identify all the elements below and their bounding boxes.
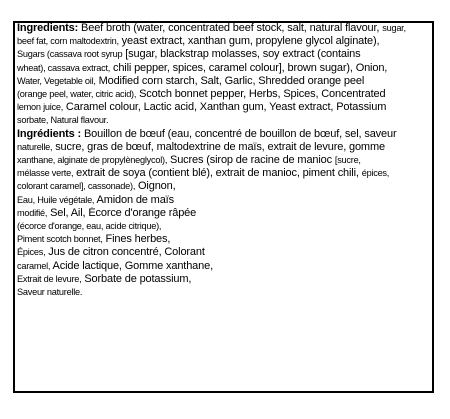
ingredient-text: Acide lactique, Gomme xanthane, xyxy=(50,259,213,272)
ingredient-line xyxy=(17,207,426,220)
ingredient-text: Fines herbes, xyxy=(102,233,171,246)
ingredient-text: Extrait de levure, xyxy=(17,273,82,284)
ingredient-text: Épices, xyxy=(17,247,46,258)
ingredient-text: wheat), cassava extract, xyxy=(17,62,111,73)
ingredient-text: (orange peel, water, citric acid), xyxy=(17,89,137,100)
ingredient-text: sorbate, Natural flavour. xyxy=(17,115,109,126)
ingredient-text: Sel, Ail, Écorce d'orange râpée xyxy=(47,206,197,219)
ingredient-text: Oignon, xyxy=(135,180,176,193)
ingredient-text: Sugars (cassava root syrup xyxy=(17,49,123,60)
ingredient-text: yeast extract, xanthan gum, propylene glycol alginate), xyxy=(118,35,380,48)
ingredient-line xyxy=(17,220,426,233)
ingredient-text: Saveur naturelle. xyxy=(17,287,83,298)
ingredient-line xyxy=(17,48,426,61)
ingredient-text: [sucre, xyxy=(334,155,361,166)
ingredient-text: sugar, xyxy=(382,23,406,33)
ingredient-text: Beef broth (water, concentrated beef stock, salt, natural flavour, xyxy=(78,22,383,34)
ingredient-line xyxy=(17,75,426,88)
ingredient-text: (écorce d'orange, eau, acide citrique), xyxy=(17,221,162,232)
ingredient-text: chili pepper, spices, caramel colour], brown sugar), Onion, xyxy=(110,61,388,74)
ingredient-text: beef fat, corn maltodextrin, xyxy=(17,36,119,47)
ingredient-text: naturelle, xyxy=(17,141,53,152)
ingredient-text: lemon juice, xyxy=(17,102,64,113)
ingredient-text: Piment scotch bonnet, xyxy=(17,234,103,245)
ingredient-text: xanthane, alginate de propylèneglycol), xyxy=(17,155,168,166)
ingredient-text: épices, xyxy=(361,168,390,179)
ingredient-text: modifié, xyxy=(17,207,48,218)
ingredient-line xyxy=(17,128,426,141)
ingredients-label xyxy=(17,22,426,299)
ingredient-text: [sugar, blackstrap molasses, soy extract (contains xyxy=(122,48,361,61)
ingredient-text: Amidon de maïs xyxy=(94,193,174,206)
ingredient-line xyxy=(17,273,426,286)
ingredient-line xyxy=(17,246,426,259)
ingredient-text: Eau, Huile végétale, xyxy=(17,194,95,205)
ingredient-line xyxy=(17,260,426,273)
ingredient-line xyxy=(17,62,426,75)
ingredient-text: mélasse verte, xyxy=(17,168,74,179)
english-ingredients xyxy=(17,22,426,128)
ingredient-text: Bouillon de bœuf (eau, concentré de bouillon de bœuf, sel, saveur xyxy=(81,127,397,140)
ingredient-line xyxy=(17,35,426,48)
ingredient-text: Caramel colour, Lactic acid, Xanthan gum, Yeast extract, Potassium xyxy=(63,101,387,114)
ingredient-text: extrait de soya (contient blé), extrait de manioc, piment chili, xyxy=(73,167,362,180)
ingredient-line xyxy=(17,194,426,207)
ingredient-line xyxy=(17,154,426,167)
ingredient-text: Sucres (sirop de racine de manioc xyxy=(167,154,335,167)
ingredients-heading: Ingrédients : xyxy=(17,127,82,140)
ingredient-line xyxy=(17,22,426,35)
ingredient-line xyxy=(17,101,426,114)
ingredient-line xyxy=(17,180,426,193)
ingredient-text: sucre, gras de bœuf, maltodextrine de maïs, extrait de levure, gomme xyxy=(52,140,385,153)
ingredient-text: Scotch bonnet pepper, Herbs, Spices, Concentrated xyxy=(136,88,386,101)
ingredient-text: colorant caramel], cassonade), xyxy=(17,181,136,192)
ingredient-line xyxy=(17,88,426,101)
ingredient-text: Water, Vegetable oil, xyxy=(17,75,96,86)
ingredient-line xyxy=(17,141,426,154)
ingredient-text: Modified corn starch, Salt, Garlic, Shredded orange peel xyxy=(95,74,365,87)
ingredient-line xyxy=(17,167,426,180)
ingredients-heading: Ingredients: xyxy=(17,22,79,34)
ingredient-line xyxy=(17,286,426,299)
ingredient-text: Jus de citron concentré, Colorant xyxy=(45,246,205,259)
ingredient-text: Sorbate de potassium, xyxy=(81,272,192,285)
ingredient-line xyxy=(17,114,426,127)
ingredient-line xyxy=(17,233,426,246)
ingredient-text: caramel, xyxy=(17,260,51,271)
french-ingredients xyxy=(17,128,426,300)
